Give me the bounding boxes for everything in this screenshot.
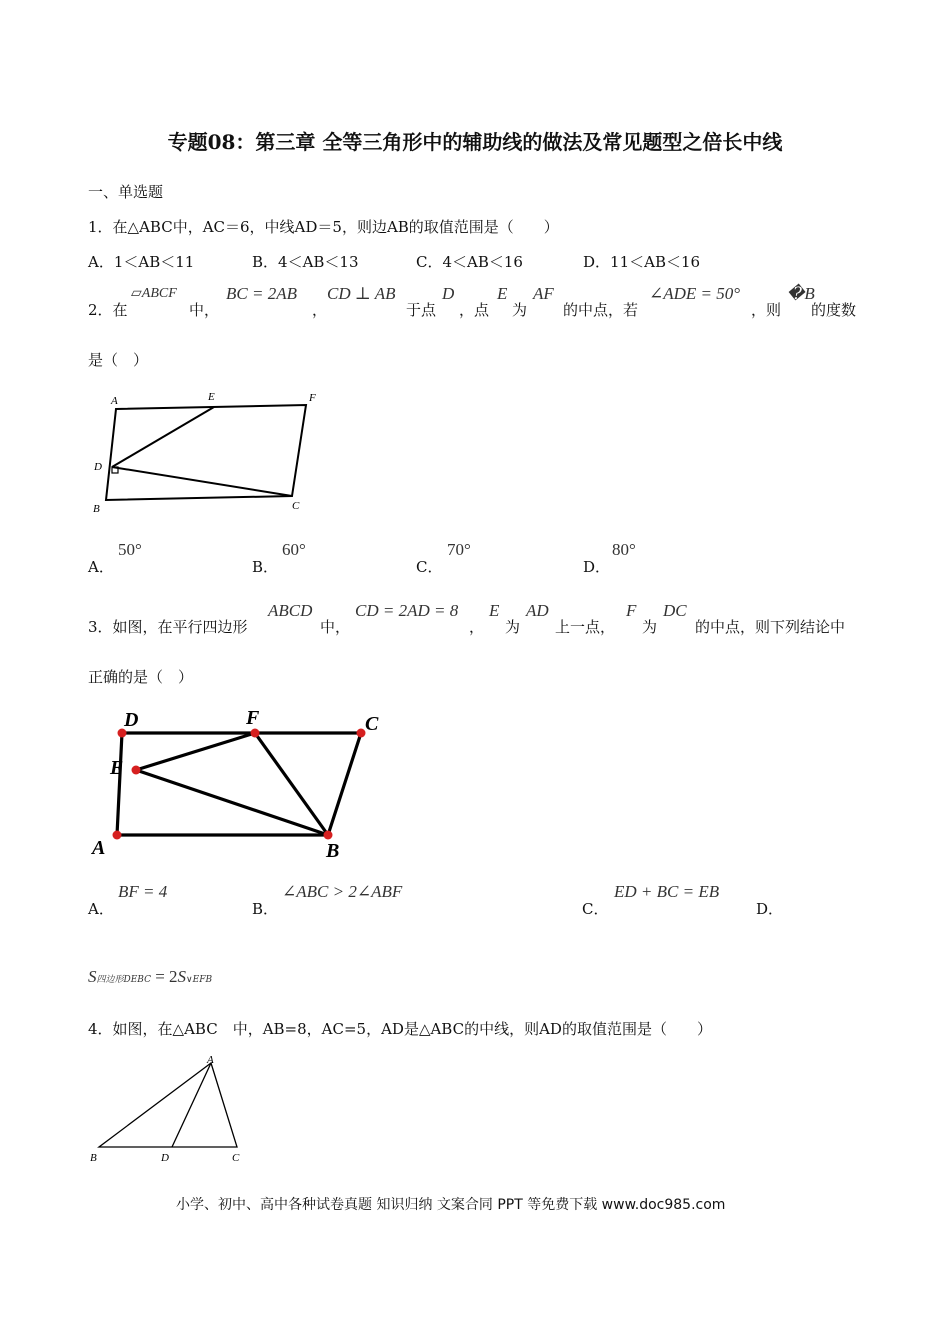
q3-text: 为 [505,618,521,636]
q2-option-a-letter: A． [88,558,114,576]
q2-text: 中， [189,301,220,319]
q2-text: ，点 [459,301,490,319]
q2-option-d-value: 80° [612,540,636,559]
q3-text: 的中点，则下列结论中 [695,618,846,636]
q3-math-cd: CD = 2AD = 8 [355,601,459,620]
q2-option-b-value: 60° [282,540,306,559]
q2-number: 2．在 [88,301,128,319]
q4-label-d: D [161,1152,169,1164]
q2-label-f: F [309,392,316,404]
q2-figure [88,388,338,516]
q3-option-a-value: BF = 4 [118,882,168,901]
q3-option-d-s2: S [177,967,187,986]
q3-label-c: C [365,713,379,735]
q3-segment-fb [255,733,328,835]
q3-segment-ef [136,733,255,770]
q2-option-c-value: 70° [447,540,471,559]
q4-triangle [99,1063,237,1147]
q3-label-e: E [110,757,124,779]
footer-text: 小学、初中、高中各种试卷真题 知识归纳 文案合同 PPT 等免费下载 www.doc985.com [176,1197,726,1213]
q2-math-ade: ∠ADE = 50° [649,284,741,303]
q2-math-d: D [442,284,455,303]
q4-figure [86,1053,256,1168]
q4-stem: 4．如图，在△ABC 中，AB=8，AC=5，AD是△ABC的中线，则AD的取值范围是（ ） [88,1020,712,1038]
q1-option-d: D．11＜AB＜16 [583,253,701,271]
q3-label-b: B [326,840,340,862]
q3-math-abcd: ABCD [268,601,313,620]
q2-label-a: A [111,395,118,407]
q3-text: 为 [642,618,658,636]
q3-option-d-mid: = 2 [150,967,178,986]
q2-segment-de [112,407,214,467]
q3-text: 上一点， [555,618,616,636]
q3-parallelogram [117,733,361,835]
section-heading: 一、单选题 [88,183,164,201]
q2-segment-dc [112,467,292,496]
q2-math-parallelogram: ▱ABCF [131,286,177,301]
q2-label-d: D [94,461,102,473]
q2-text: 的度数 [811,301,857,319]
q2-text: ， [312,301,328,319]
q1-stem: 1．在△ABC中，AC＝6，中线AD＝5，则边AB的取值范围是（ ） [88,218,559,236]
q1-option-a: A．1＜AB＜11 [88,253,195,271]
q3-option-b-letter: B． [252,900,279,918]
q4-label-a: A [207,1054,214,1066]
q2-option-a-value: 50° [118,540,142,559]
q3-option-d-s: S [88,967,97,986]
q2-option-b-letter: B． [252,558,279,576]
q2-label-e: E [208,391,215,403]
q2-option-d-letter: D． [583,558,611,576]
q2-option-c-letter: C． [416,558,443,576]
q2-math-b: �B [787,284,815,303]
q3-stem-line2: 正确的是（ ） [88,668,194,686]
q3-label-f: F [246,707,260,729]
q3-option-b-value: ∠ABC > 2∠ABF [282,882,403,901]
q3-text: 中， [320,618,351,636]
q2-math-af: AF [533,284,554,303]
q3-option-c-value: ED + BC = EB [614,882,720,901]
q3-option-d-letter: D． [756,900,784,918]
q3-point-a [113,831,122,840]
q3-label-a: A [92,837,106,859]
q4-label-b: B [90,1152,97,1164]
q3-label-d: D [124,709,139,731]
q2-text: 的中点，若 [563,301,639,319]
q1-option-c: C．4＜AB＜16 [416,253,523,271]
q3-option-a-letter: A． [88,900,114,918]
q1-option-b: B．4＜AB＜13 [252,253,359,271]
q3-math-f: F [626,601,637,620]
q3-option-d-math [88,967,212,987]
q2-text: 为 [512,301,528,319]
q3-math-dc: DC [663,601,687,620]
q2-label-b: B [93,503,100,515]
q2-math-cd: CD ⊥ AB [327,284,396,303]
q3-option-d-sub1: 四边形DEBC [96,975,151,985]
q2-text: 于点 [406,301,437,319]
q3-math-e: E [489,601,500,620]
q2-stem-line2: 是（ ） [88,351,149,369]
q3-option-c-letter: C． [582,900,609,918]
q3-figure [88,702,388,864]
q4-median-ad [172,1063,211,1147]
q3-option-d-sub2: ∨EFB [186,975,213,985]
q3-number: 3．如图，在平行四边形 [88,618,248,636]
page-title: 专题08：第三章 全等三角形中的辅助线的做法及常见题型之倍长中线 [167,130,783,154]
q3-point-b [324,831,333,840]
q3-math-ad: AD [526,601,549,620]
q2-math-bc: BC = 2AB [226,284,297,303]
q3-point-e [132,766,141,775]
q3-point-f [251,729,260,738]
q4-label-c: C [232,1152,240,1164]
q2-text: ，则 [751,301,782,319]
q2-math-e: E [497,284,508,303]
q2-label-c: C [292,500,300,512]
q3-segment-eb [136,770,328,835]
q3-text: ， [469,618,485,636]
